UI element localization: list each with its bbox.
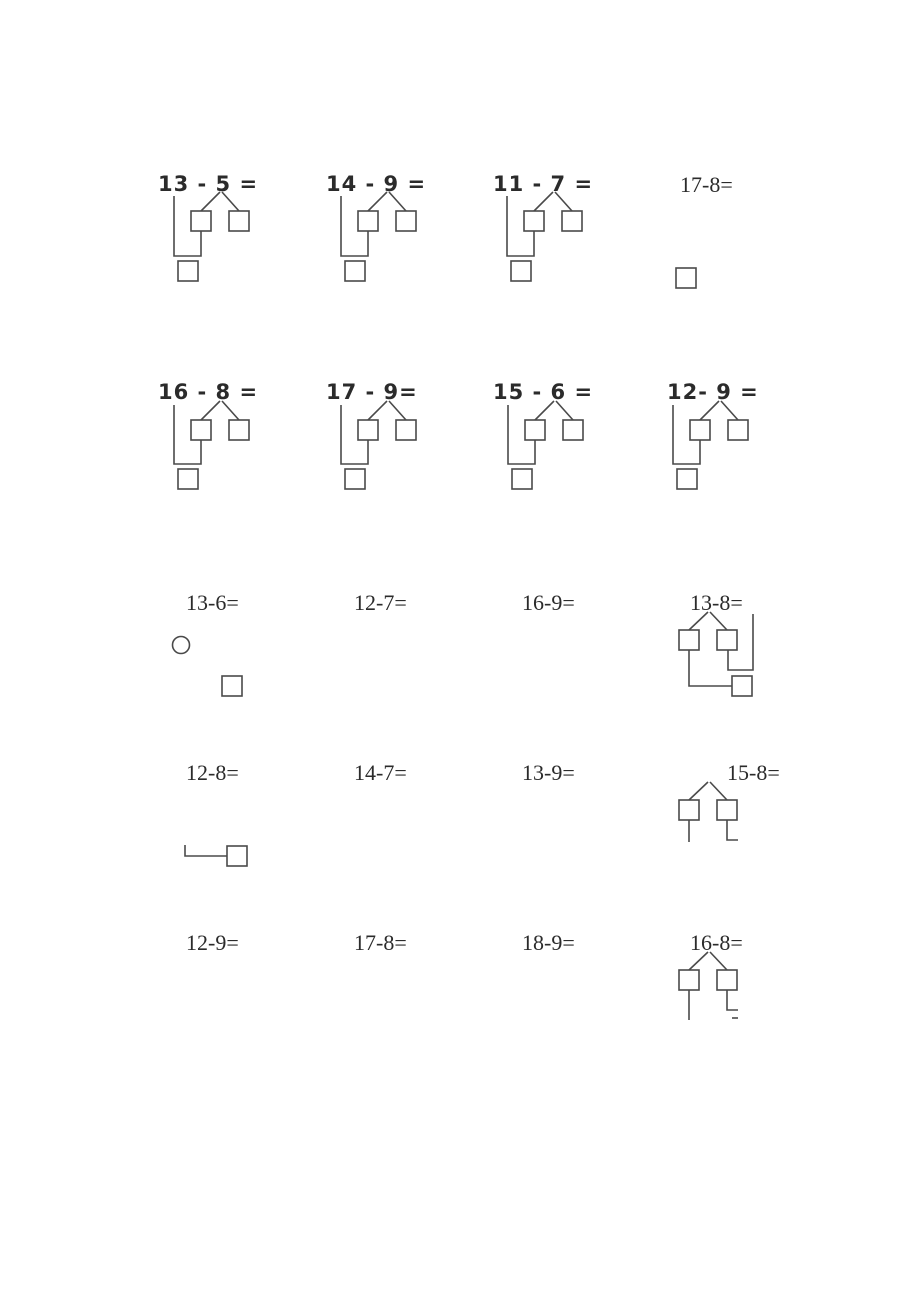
- answer-box[interactable]: [396, 211, 416, 231]
- answer-box[interactable]: [191, 420, 211, 440]
- answer-box[interactable]: [191, 211, 211, 231]
- diagram-3-1: [173, 637, 243, 697]
- diagram-4-4: [679, 782, 738, 842]
- diagram-2-1: [174, 401, 249, 489]
- answer-box[interactable]: [512, 469, 532, 489]
- answer-box[interactable]: [563, 420, 583, 440]
- problem-3-2: 12-7=: [354, 590, 407, 615]
- answer-box[interactable]: [358, 420, 378, 440]
- answer-box[interactable]: [227, 846, 247, 866]
- answer-box[interactable]: [676, 268, 696, 288]
- answer-box[interactable]: [732, 676, 752, 696]
- problem-5-4: 16-8=: [690, 930, 743, 955]
- answer-box[interactable]: [396, 420, 416, 440]
- answer-box[interactable]: [728, 420, 748, 440]
- problem-4-4: 15-8=: [727, 760, 780, 785]
- answer-box[interactable]: [717, 630, 737, 650]
- answer-box[interactable]: [511, 261, 531, 281]
- answer-box[interactable]: [178, 469, 198, 489]
- answer-box[interactable]: [358, 211, 378, 231]
- answer-box[interactable]: [525, 420, 545, 440]
- problem-3-1: 13-6=: [186, 590, 239, 615]
- problem-2-4: 12- 9 =: [667, 380, 759, 404]
- answer-box[interactable]: [229, 211, 249, 231]
- answer-box[interactable]: [222, 676, 242, 696]
- problem-5-1: 12-9=: [186, 930, 239, 955]
- diagram-1-2: [341, 192, 416, 281]
- problem-2-3: 15 - 6 =: [493, 380, 594, 404]
- problem-1-4: 17-8=: [680, 172, 733, 197]
- diagram-3-4: [679, 612, 753, 696]
- diagram-1-3: [507, 192, 582, 281]
- diagram-1-4: [676, 268, 696, 288]
- answer-box[interactable]: [679, 630, 699, 650]
- diagram-4-1: [185, 845, 247, 866]
- answer-box[interactable]: [345, 469, 365, 489]
- diagram-5-4: [679, 952, 738, 1020]
- answer-box[interactable]: [178, 261, 198, 281]
- problem-1-1: 13 - 5 =: [158, 172, 259, 196]
- answer-box[interactable]: [345, 261, 365, 281]
- problem-4-1: 12-8=: [186, 760, 239, 785]
- problem-1-2: 14 - 9 =: [326, 172, 427, 196]
- answer-box[interactable]: [677, 469, 697, 489]
- answer-box[interactable]: [717, 970, 737, 990]
- problem-3-3: 16-9=: [522, 590, 575, 615]
- answer-box[interactable]: [229, 420, 249, 440]
- diagram-2-2: [341, 401, 416, 489]
- answer-box[interactable]: [717, 800, 737, 820]
- answer-box[interactable]: [679, 800, 699, 820]
- answer-circle[interactable]: [173, 637, 190, 654]
- problem-5-2: 17-8=: [354, 930, 407, 955]
- answer-box[interactable]: [679, 970, 699, 990]
- problem-1-3: 11 - 7 =: [493, 172, 594, 196]
- problem-2-1: 16 - 8 =: [158, 380, 259, 404]
- problem-3-4: 13-8=: [690, 590, 743, 615]
- diagram-1-1: [174, 192, 249, 281]
- problem-2-2: 17 - 9=: [326, 380, 418, 404]
- problem-4-3: 13-9=: [522, 760, 575, 785]
- problem-4-2: 14-7=: [354, 760, 407, 785]
- diagram-2-4: [673, 401, 748, 489]
- answer-box[interactable]: [562, 211, 582, 231]
- answer-box[interactable]: [524, 211, 544, 231]
- answer-box[interactable]: [690, 420, 710, 440]
- diagram-2-3: [508, 401, 583, 489]
- problem-5-3: 18-9=: [522, 930, 575, 955]
